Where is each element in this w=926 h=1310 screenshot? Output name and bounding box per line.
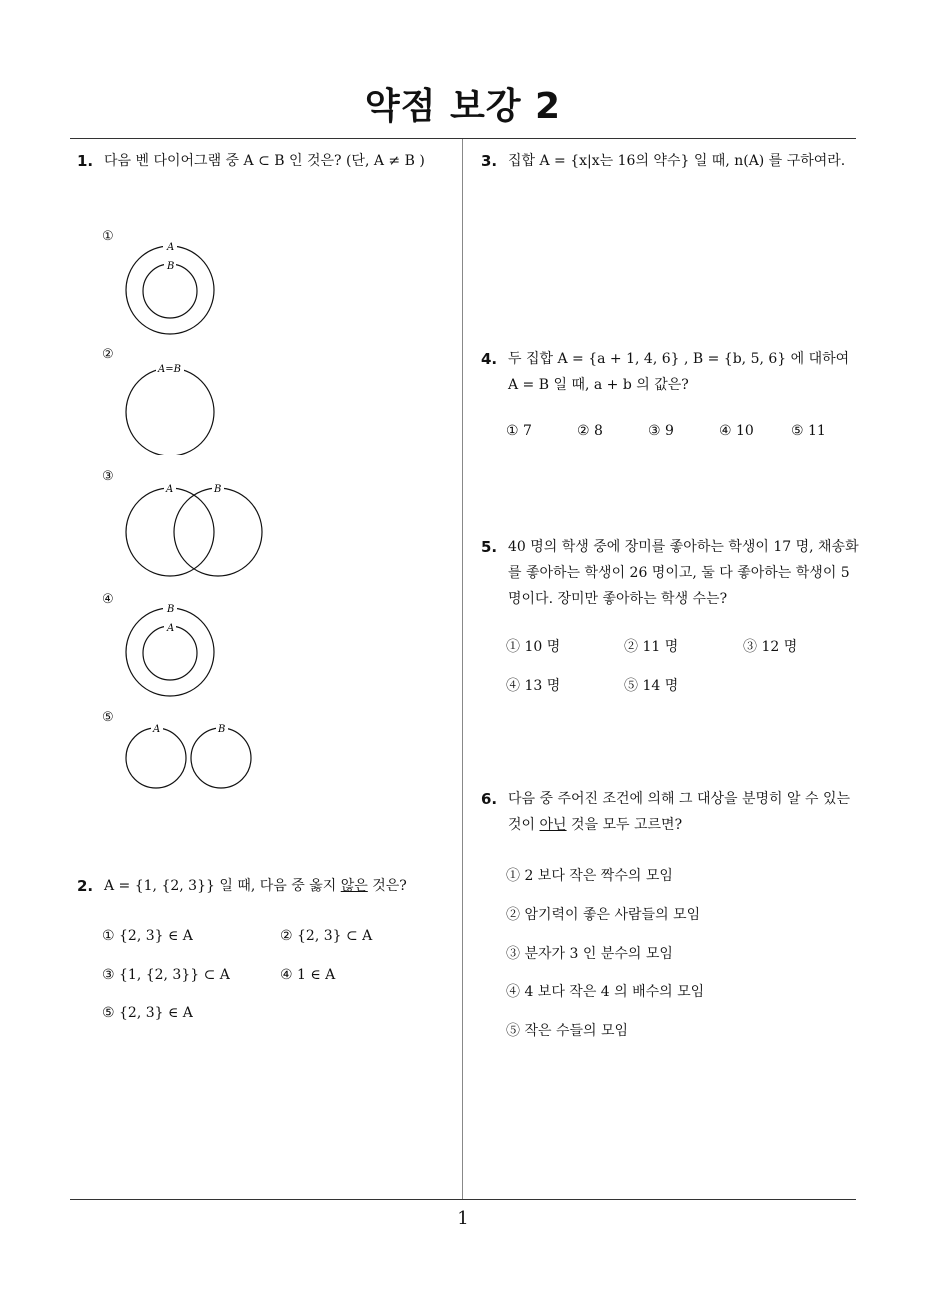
set-label: B (167, 261, 175, 272)
question-number: 3. (481, 152, 498, 170)
venn-diagram-2 (120, 360, 220, 455)
venn-diagram-4 (120, 602, 220, 697)
choice[interactable]: ④ 1 ∈ A (280, 967, 336, 983)
question-number: 6. (481, 790, 498, 808)
question-text: 두 집합 A = {a + 1, 4, 6} , B = {b, 5, 6} 에 대하여 A = B 일 때, a + b 의 값은? (508, 351, 850, 393)
set-label: A (167, 242, 175, 253)
venn-diagram-5 (120, 722, 260, 792)
set-label: B (214, 484, 222, 495)
choice[interactable]: ② {2, 3} ⊂ A (280, 928, 373, 944)
question-text: A = {1, {2, 3}} 일 때, 다음 중 옳지 않은 것은? (104, 878, 407, 894)
page-title: 약점 보강 2 (364, 86, 562, 127)
question-text: 40 명의 학생 중에 장미를 좋아하는 학생이 17 명, 채송화를 좋아하는 학생이 26 명이고, 둘 다 좋아하는 학생이 5 명이다. 장미만 좋아하는 학생 수는? (508, 539, 859, 607)
choice[interactable]: ⑤ {2, 3} ∈ A (102, 1005, 193, 1021)
option-label: ② (102, 347, 114, 362)
choice[interactable]: ② 8 (577, 423, 603, 439)
set-label: A (167, 623, 175, 634)
question-number: 4. (481, 350, 498, 368)
venn-diagram-1 (120, 240, 220, 335)
option-label: ⑤ (102, 710, 114, 725)
top-rule (70, 138, 856, 139)
option-label: ④ (102, 592, 114, 607)
question-number: 1. (77, 152, 94, 170)
question-2 (77, 873, 457, 899)
venn-diagram-3 (120, 480, 270, 580)
question-3 (481, 148, 861, 174)
question-text: 집합 A = {x|x는 16의 약수} 일 때, n(A) 를 구하여라. (508, 153, 846, 169)
question-6 (481, 786, 861, 838)
choice[interactable]: ④ 10 (719, 423, 754, 439)
choice[interactable]: ⑤ 작은 수들의 모임 (506, 1023, 629, 1039)
choice[interactable]: ⑤ 11 (791, 423, 826, 439)
set-label: A (166, 484, 174, 495)
option-label: ① (102, 229, 114, 244)
choice[interactable]: ① 10 명 (506, 639, 561, 655)
choice[interactable]: ③ {1, {2, 3}} ⊂ A (102, 967, 230, 983)
question-text: 다음 벤 다이어그램 중 A ⊂ B 인 것은? (단, A ≠ B ) (104, 153, 425, 169)
question-4 (481, 346, 861, 398)
choice[interactable]: ① {2, 3} ∈ A (102, 928, 193, 944)
column-divider (462, 139, 463, 1199)
question-text: 다음 중 주어진 조건에 의해 그 대상을 분명히 알 수 있는 것이 아닌 것을 모두 고르면? (508, 791, 851, 833)
question-number: 2. (77, 877, 94, 895)
set-label: B (167, 604, 175, 615)
choice[interactable]: ③ 분자가 3 인 분수의 모임 (506, 946, 673, 962)
bottom-rule (70, 1199, 856, 1200)
set-label: B (218, 724, 226, 735)
choice[interactable]: ⑤ 14 명 (624, 678, 679, 694)
choice[interactable]: ② 11 명 (624, 639, 679, 655)
choice[interactable]: ④ 4 보다 작은 4 의 배수의 모임 (506, 984, 705, 1000)
choice[interactable]: ① 7 (506, 423, 532, 439)
set-label: A=B (158, 364, 181, 375)
choice[interactable]: ④ 13 명 (506, 678, 561, 694)
question-5 (481, 534, 861, 612)
choice[interactable]: ② 암기력이 좋은 사람들의 모임 (506, 907, 701, 923)
question-number: 5. (481, 538, 498, 556)
page-number: 1 (457, 1208, 469, 1229)
set-label: A (153, 724, 161, 735)
choice[interactable]: ③ 9 (648, 423, 674, 439)
choice[interactable]: ③ 12 명 (743, 639, 798, 655)
question-1 (77, 148, 457, 174)
option-label: ③ (102, 469, 114, 484)
choice[interactable]: ① 2 보다 작은 짝수의 모임 (506, 868, 673, 884)
